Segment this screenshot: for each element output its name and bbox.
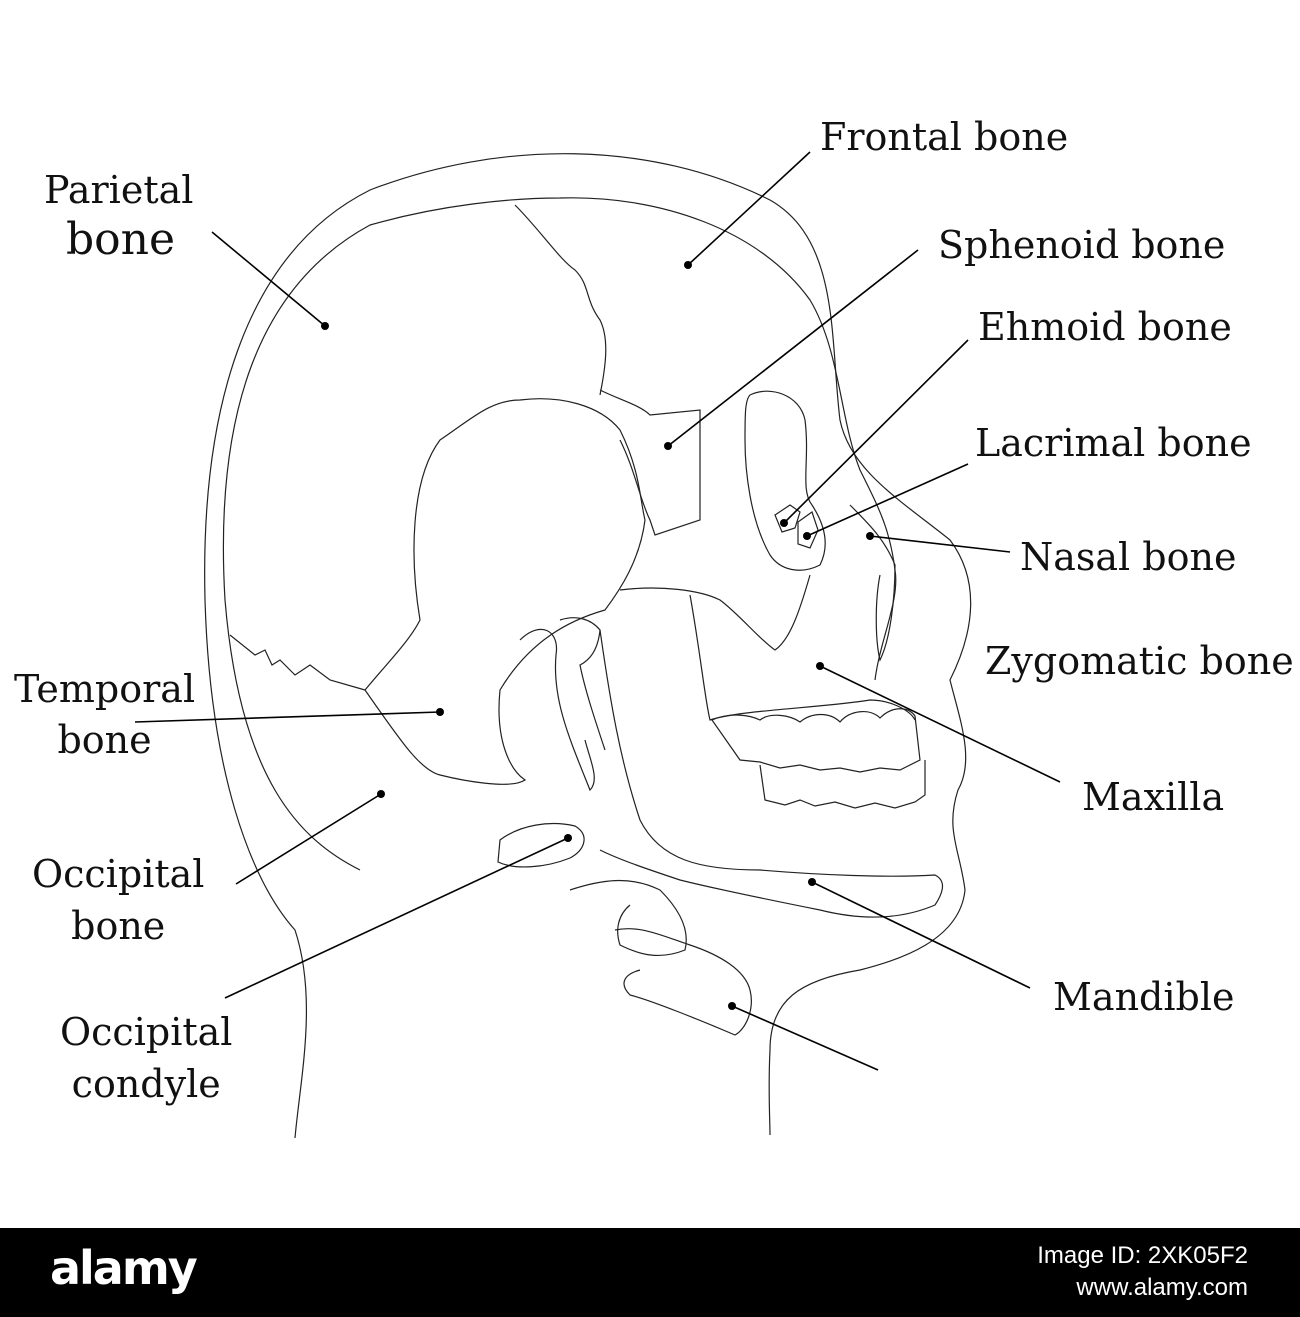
ethmoid-dot (780, 519, 788, 527)
label-lacrimal-bone: Lacrimal bone (975, 421, 1252, 465)
condyle-dot (564, 834, 572, 842)
lacrimal-plate (798, 512, 818, 548)
mandible-outline (600, 630, 943, 917)
sphenoid-outline (600, 390, 700, 535)
nasal-dot (866, 532, 874, 540)
label-occipital-bone: Occipital bone (32, 852, 205, 949)
frontal-dot (684, 261, 692, 269)
upper-teeth (712, 709, 920, 772)
maxilla-dot (816, 662, 824, 670)
nasal-outline (850, 505, 895, 660)
label-maxilla: Maxilla (1082, 775, 1225, 819)
label-nasal-bone: Nasal bone (1020, 535, 1237, 579)
spine-outline (570, 881, 686, 956)
hyoid-outline (615, 929, 751, 1035)
label-ethmoid-bone: Ehmoid bone (978, 305, 1232, 349)
label-zygomatic-bone: Zygomatic bone (985, 639, 1294, 683)
watermark-brand: alamy (50, 1241, 196, 1295)
lacrimal-dot (803, 532, 811, 540)
temporal-dot (436, 708, 444, 716)
occipital-dot (377, 790, 385, 798)
condyle-outline (498, 824, 584, 867)
watermark-info: Image ID: 2XK05F2 www.alamy.com (1037, 1242, 1248, 1302)
styloid-process (520, 629, 594, 790)
label-parietal-bone: Parietal bone (44, 168, 194, 265)
label-temporal-bone: Temporal bone (14, 667, 196, 763)
mandible-dot (808, 878, 816, 886)
head-outline (205, 154, 971, 1138)
sphenoid-dot (664, 442, 672, 450)
label-mandible: Mandible (1053, 975, 1235, 1019)
label-occipital-condyle: Occipital condyle (60, 1010, 233, 1107)
zygomatic-outline (620, 575, 810, 650)
parietal-dot (321, 322, 329, 330)
temporal-outline (365, 399, 645, 785)
hyoid-dot (728, 1002, 736, 1010)
label-frontal-bone: Frontal bone (820, 115, 1069, 159)
label-sphenoid-bone: Sphenoid bone (938, 223, 1226, 267)
orbit-outline (745, 391, 825, 570)
lambdoid-suture (230, 635, 365, 690)
skull-outline (223, 198, 895, 870)
coronal-suture (515, 205, 606, 395)
